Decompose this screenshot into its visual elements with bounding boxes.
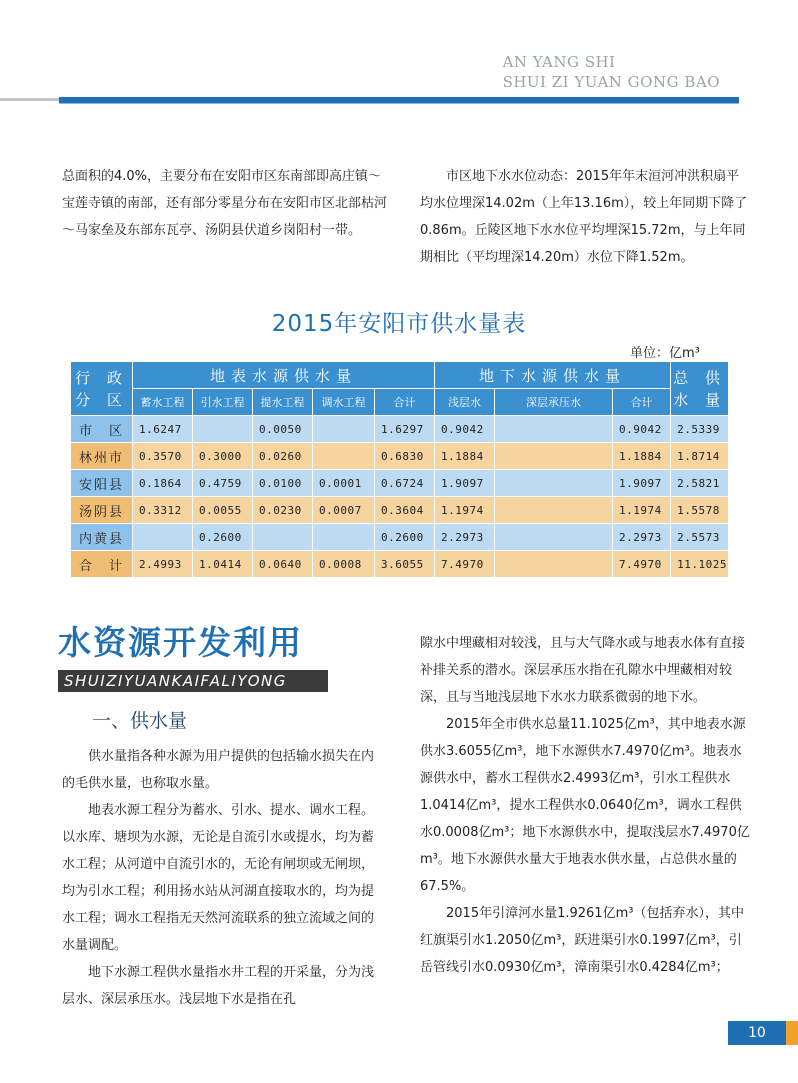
header-ground: 地下水源供水量 [435, 362, 671, 389]
body-right-paragraph: 隙水中埋藏相对较浅，且与大气降水或与地表水体有直接补排关系的潜水。深层承压水指在孔隙水中埋藏相对较深，且与当地浅层地下水水力联系微弱的地下水。 [420, 636, 746, 705]
body-left-paragraph: 地下水源工程供水量指水井工程的开采量，分为浅层水、深层承压水。浅层地下水是指在孔 [62, 965, 375, 1007]
table-cell [313, 524, 375, 551]
table-row [71, 497, 729, 524]
row-district: 林州市 [71, 443, 133, 470]
table-row [71, 416, 729, 443]
header-surface-col: 调水工程 [313, 389, 375, 416]
table-cell [253, 524, 313, 551]
table-cell: 1.1974 [435, 497, 495, 524]
row-district: 汤阴县 [71, 497, 133, 524]
table-cell: 2.4993 [133, 551, 193, 578]
table-cell: 2.5339 [671, 416, 729, 443]
body-right-column [420, 630, 750, 981]
body-left-column [62, 743, 384, 1013]
table-cell: 1.8714 [671, 443, 729, 470]
table-cell [495, 497, 613, 524]
header-rule-thin [59, 103, 739, 104]
header-line-2: SHUI ZI YUAN GONG BAO [502, 73, 720, 91]
table-cell: 1.1974 [613, 497, 671, 524]
table-cell [193, 416, 253, 443]
section-pinyin-banner: SHUIZIYUANKAIFALIYONG [58, 670, 328, 692]
table-cell: 0.0260 [253, 443, 313, 470]
header-gray-line [0, 98, 64, 101]
table-cell: 0.4759 [193, 470, 253, 497]
table-cell [495, 416, 613, 443]
table-cell: 0.6724 [375, 470, 435, 497]
page-number: 10 [728, 1021, 786, 1045]
table-cell: 3.6055 [375, 551, 435, 578]
table-cell [313, 443, 375, 470]
table-cell: 1.0414 [193, 551, 253, 578]
table-cell: 0.0007 [313, 497, 375, 524]
table-row [71, 524, 729, 551]
table-cell: 1.1884 [435, 443, 495, 470]
table-cell: 0.0001 [313, 470, 375, 497]
table-cell [495, 551, 613, 578]
running-header [503, 52, 720, 92]
table-cell: 0.3000 [193, 443, 253, 470]
header-surface-col: 合计 [375, 389, 435, 416]
table-cell: 1.1884 [613, 443, 671, 470]
intro-left-paragraph: 总面积的4.0%，主要分布在安阳市区东南部即高庄镇～宝莲寺镇的南部，还有部分零星分布在安阳市区北部枯河～马家垒及东部东瓦亭、汤阴县伏道乡岗阳村一带。 [62, 169, 388, 238]
table-cell: 0.9042 [435, 416, 495, 443]
table-cell: 0.0008 [313, 551, 375, 578]
row-district: 市 区 [71, 416, 133, 443]
section-title: 水资源开发利用 [58, 623, 303, 662]
table-cell: 1.5578 [671, 497, 729, 524]
water-supply-table [70, 361, 729, 578]
table-cell: 11.1025 [671, 551, 729, 578]
table-cell: 0.0230 [253, 497, 313, 524]
body-right-paragraph: 2015年全市供水总量11.1025亿m³，其中地表水源供水3.6055亿m³，地下水源供水7.4970亿m³。地表水源供水中，蓄水工程供水2.4993亿m³，引水工程供水1.0414亿m³，提水工程供水0.0640亿m³，调水工程供水0.0008亿m³；地下水源供水中，提取浅层水7.4970亿m³。地下水源供水量大于地表水供水量，占总供水量的67.5%。 [420, 717, 750, 894]
table-cell: 1.6247 [133, 416, 193, 443]
header-total: 总 供 水 量 [671, 362, 729, 416]
row-district: 内黄县 [71, 524, 133, 551]
page-number-tab [786, 1021, 798, 1045]
table-cell: 0.6830 [375, 443, 435, 470]
table-cell: 0.0640 [253, 551, 313, 578]
table-unit: 单位：亿m³ [630, 346, 700, 361]
table-cell: 1.9097 [613, 470, 671, 497]
table-cell: 0.3570 [133, 443, 193, 470]
table-cell: 0.9042 [613, 416, 671, 443]
table-cell: 0.0100 [253, 470, 313, 497]
intro-right-column [420, 163, 750, 271]
intro-left-column [62, 163, 392, 244]
row-district: 安阳县 [71, 470, 133, 497]
table-title: 2015年安阳市供水量表 [271, 311, 527, 337]
intro-right-paragraph: 市区地下水水位动态：2015年年末洹河冲洪积扇平均水位埋深14.02m（上年13.16m），较上年同期下降了0.86m。丘陵区地下水水位平均埋深15.72m，与上年同期相比（平均埋深14.20m）水位下降1.52m。 [420, 169, 748, 265]
header-ground-col: 深层承压水 [495, 389, 613, 416]
header-surface-col: 引水工程 [193, 389, 253, 416]
table-cell: 0.2600 [193, 524, 253, 551]
table-cell: 2.2973 [435, 524, 495, 551]
table-cell [495, 470, 613, 497]
table-cell: 0.3604 [375, 497, 435, 524]
body-left-paragraph: 地表水源工程分为蓄水、引水、提水、调水工程。以水库、塘坝为水源，无论是自流引水或提水，均为蓄水工程；从河道中自流引水的，无论有闸坝或无闸坝，均为引水工程；利用扬水站从河湖直接取水的，均为提水工程；调水工程指无天然河流联系的独立流域之间的水量调配。 [62, 803, 375, 953]
table-cell: 2.2973 [613, 524, 671, 551]
table-cell: 0.0055 [193, 497, 253, 524]
table-cell: 2.5821 [671, 470, 729, 497]
table-row [71, 551, 729, 578]
header-surface-col: 蓄水工程 [133, 389, 193, 416]
body-left-paragraph: 供水量指各种水源为用户提供的包括输水损失在内的毛供水量，也称取水量。 [62, 749, 375, 791]
header-line-1: AN YANG SHI [502, 53, 616, 71]
table-cell: 2.5573 [671, 524, 729, 551]
header-district: 行 政 分 区 [71, 362, 133, 416]
header-ground-col: 浅层水 [435, 389, 495, 416]
table-cell [495, 524, 613, 551]
header-surface-col: 提水工程 [253, 389, 313, 416]
table-cell [313, 416, 375, 443]
table-row [71, 470, 729, 497]
table-cell: 7.4970 [613, 551, 671, 578]
table-body [71, 416, 729, 578]
body-right-paragraph: 2015年引漳河水量1.9261亿m³（包括弃水），其中红旗渠引水1.2050亿m³，跃进渠引水0.1997亿m³，引岳管线引水0.0930亿m³，漳南渠引水0.4284亿m³； [420, 906, 744, 975]
header-ground-col: 合计 [613, 389, 671, 416]
table-cell [495, 443, 613, 470]
header-surface: 地表水源供水量 [133, 362, 435, 389]
table-cell: 0.0050 [253, 416, 313, 443]
table-cell: 0.2600 [375, 524, 435, 551]
subsection-title: 一、供水量 [92, 710, 188, 732]
table-cell [133, 524, 193, 551]
table-cell: 7.4970 [435, 551, 495, 578]
table-cell: 0.3312 [133, 497, 193, 524]
table-cell: 1.9097 [435, 470, 495, 497]
table-row [71, 443, 729, 470]
table-cell: 0.1864 [133, 470, 193, 497]
row-district: 合 计 [71, 551, 133, 578]
table-cell: 1.6297 [375, 416, 435, 443]
